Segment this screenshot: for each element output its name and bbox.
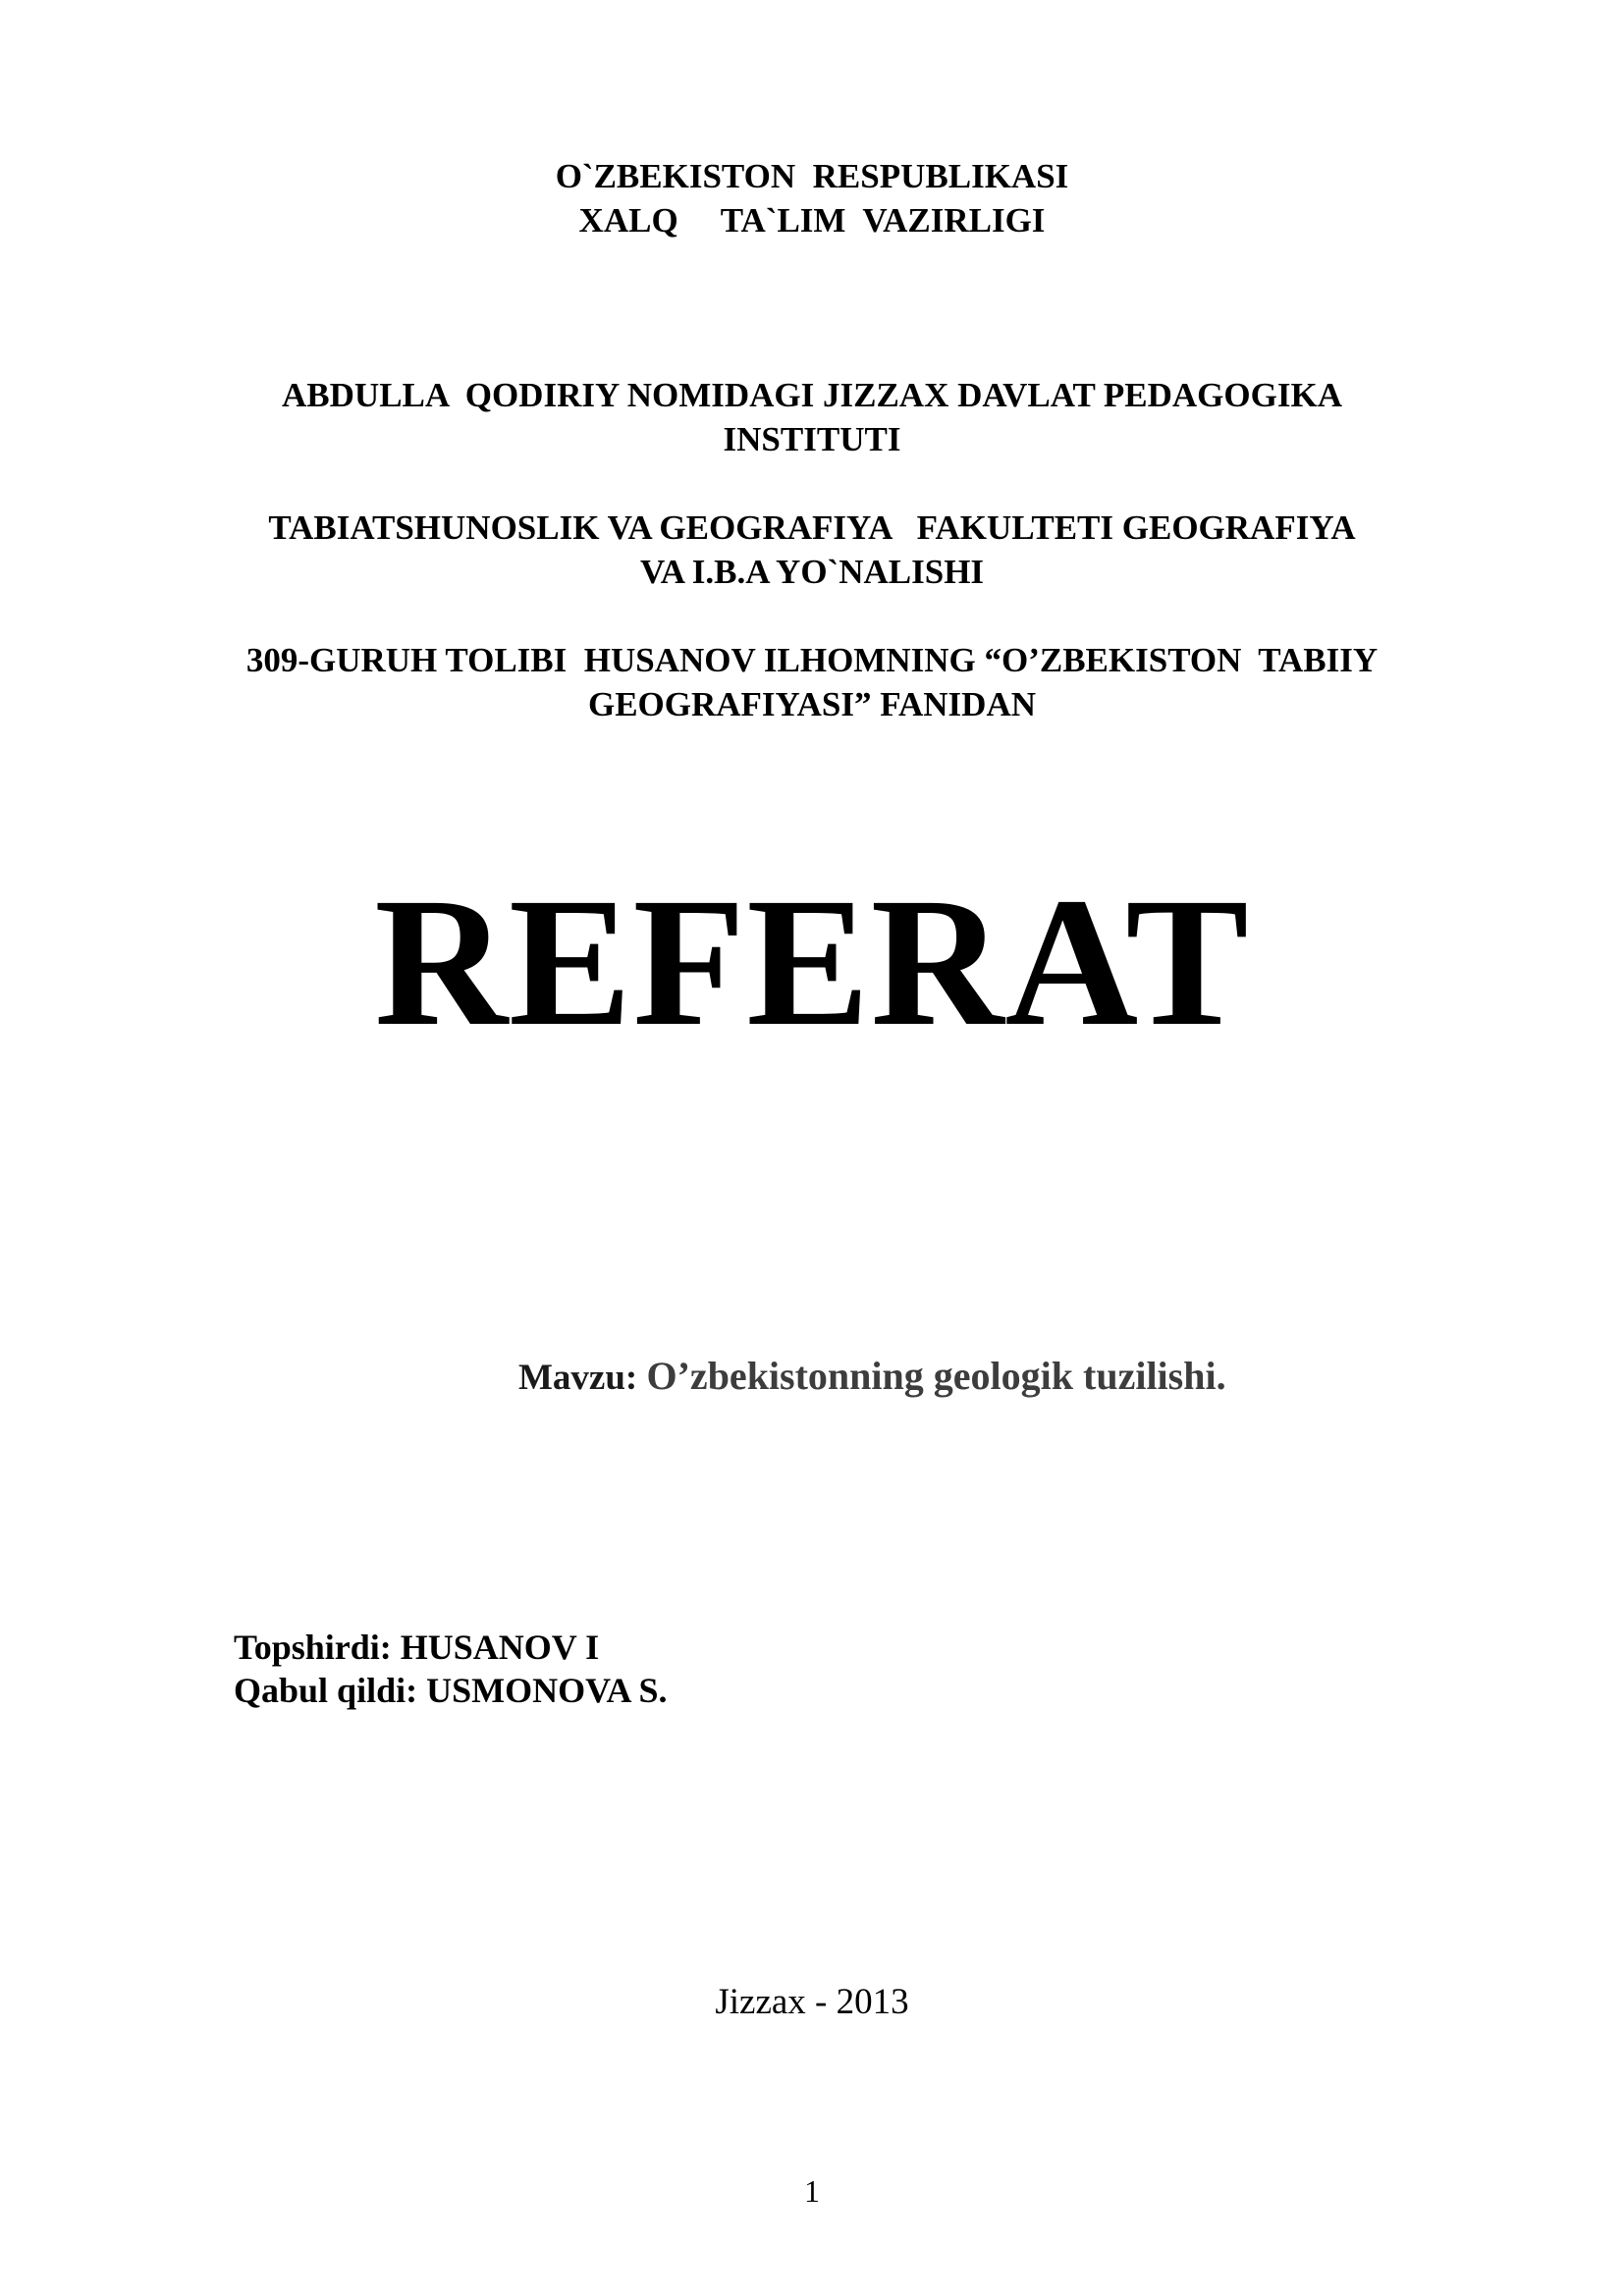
institute-name-line-1: ABDULLA QODIRIY NOMIDAGI JIZZAX DAVLAT PEDAGOGIKA [282,376,1342,414]
student-subject-line-1: 309-GURUH TOLIBI HUSANOV ILHOMNING “O’ZBEKISTON TABIIY [245,641,1379,679]
document-title: REFERAT [374,859,1250,1064]
place-and-year: Jizzax - 2013 [715,1982,909,2022]
institute-name-line-2: INSTITUTI [723,420,901,458]
page-number: 1 [804,2173,820,2209]
signatures-block [234,1626,667,1712]
faculty-name [0,506,1624,594]
ministry-header-line-1: O`ZBEKISTON RESPUBLIKASI [555,157,1069,195]
topic-value: O’zbekistonning geologik tuzilishi. [646,1354,1226,1398]
topic-line [518,1353,1226,1399]
faculty-name-line-1: TABIATSHUNOSLIK VA GEOGRAFIYA FAKULTETI GEOGRAFIYA [268,508,1356,547]
student-subject-heading [0,638,1624,726]
submitted-by: Topshirdi: HUSANOV I [234,1628,600,1667]
student-subject-line-2: GEOGRAFIYASI” FANIDAN [587,685,1037,723]
institute-name [0,373,1624,461]
ministry-header [0,154,1624,242]
ministry-header-line-2: XALQ TA`LIM VAZIRLIGI [578,201,1046,240]
topic-label: Mavzu: [518,1358,647,1398]
faculty-name-line-2: VA I.B.A YO`NALISHI [639,553,985,591]
accepted-by: Qabul qildi: USMONOVA S. [234,1671,668,1710]
